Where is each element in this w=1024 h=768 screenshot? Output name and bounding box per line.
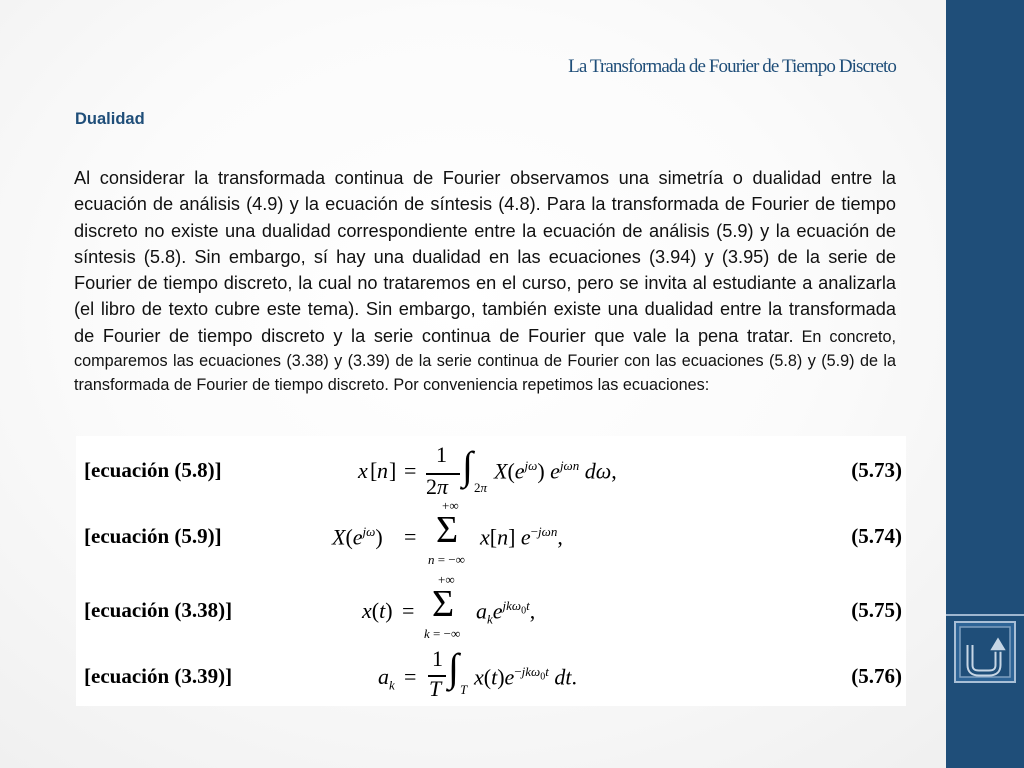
section-heading: Dualidad xyxy=(75,110,145,128)
equation-label: [ecuación (3.39)] xyxy=(84,664,233,688)
return-button[interactable] xyxy=(954,621,1016,683)
equation-number: (5.75) xyxy=(851,598,902,622)
equation-5-76: $a_k$ = 1 T ∫ T $x(t)e^{-jk\omega_0t}$ dt. xyxy=(378,645,577,701)
equation-5-73: x [ n ] = 1 2π ∫ 2π $X(e^{j\omega})$ $e^{j\omega n}$ dω, xyxy=(358,442,617,499)
equation-number: (5.76) xyxy=(851,664,902,688)
slide-title: La Transformada de Fourier de Tiempo Discreto xyxy=(568,56,896,77)
paragraph-tail: En concreto, comparemos las ecuaciones (3.38) y (3.39) de la serie continua de Fourier con las ecuaciones (5.8) y (5.9) de la transformada de Fourier de tiempo discreto. Por conveniencia repetimos las ecuaciones: xyxy=(74,327,896,395)
paragraph-main: Al considerar la transformada continua de Fourier observamos una simetría o dualidad entre la ecuación de análisis (4.9) y la ecuación de síntesis (4.8). Para la transformada de Fourier de tiempo discreto no existe una dualidad correspondiente entre la ecuación de análisis (5.9) y la ecuación de síntesis (5.8). Sin embargo, sí hay una dualidad en las ecuaciones (3.94) y (3.95) de la serie de Fourier de tiempo discreto, la cual no trataremos en el curso, pero se invita al estudiante a analizarla (el libro de texto cubre este tema). Sin embargo, también existe una dualidad entre la transformada de Fourier de tiempo discreto y la serie continua de Fourier que vale la pena tratar. xyxy=(74,168,896,346)
equation-5-75: x(t) = +∞ Σ k = −∞ $a_ke^{jk\omega_0t}$, xyxy=(362,572,536,641)
equation-label: [ecuación (5.9)] xyxy=(84,524,222,548)
equations-image xyxy=(76,436,906,706)
sidebar-divider xyxy=(946,614,1024,616)
equation-number: (5.73) xyxy=(851,458,902,482)
return-arrow-icon xyxy=(954,621,1016,683)
equation-number: (5.74) xyxy=(851,524,902,548)
body-paragraph xyxy=(74,166,896,399)
equation-label: [ecuación (3.38)] xyxy=(84,598,233,622)
equation-label: [ecuación (5.8)] xyxy=(84,458,222,482)
equation-5-74: $X(e^{j\omega})$ = +∞ Σ n = −∞ x[n] $e^{-j\omega n}$, xyxy=(332,498,563,567)
